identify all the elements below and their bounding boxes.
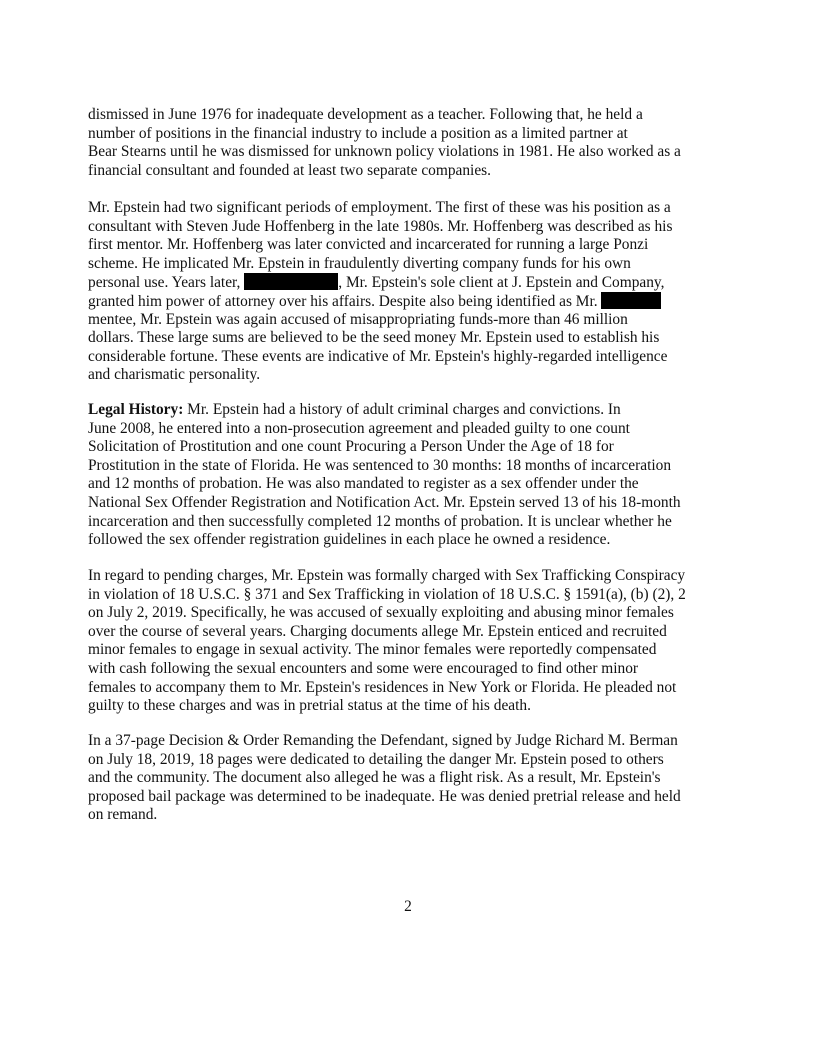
- text-line: number of positions in the financial industry to include a position as a limited partner at: [88, 124, 628, 142]
- text-line-with-redaction: [88, 273, 728, 292]
- text-line: considerable fortune. These events are indicative of Mr. Epstein's highly-regarded intelligence: [88, 347, 668, 365]
- text-line: Mr. Epstein had two significant periods of employment. The first of these was his position as a: [88, 199, 671, 216]
- text-fragment: granted him power of attorney over his affairs. Despite also being identified as Mr.: [88, 292, 602, 310]
- text-line: In regard to pending charges, Mr. Epstein was formally charged with Sex Trafficking Conspiracy: [88, 567, 686, 584]
- text-line: and 12 months of probation. He was also mandated to register as a sex offender under the: [88, 475, 639, 493]
- text-fragment: personal use. Years later,: [88, 274, 245, 292]
- text-line: consultant with Steven Jude Hoffenberg in the late 1980s. Mr. Hoffenberg was described as his: [88, 217, 673, 235]
- text-line: mentee, Mr. Epstein was again accused of misappropriating funds-more than 46 million: [88, 310, 628, 328]
- text-line: Prostitution in the state of Florida. He was sentenced to 30 months: 18 months of incarceration: [88, 456, 672, 474]
- text-line: minor females to engage in sexual activity. The minor females were reportedly compensated: [88, 641, 657, 659]
- section-heading: Legal History:: [88, 401, 184, 418]
- text-line: Bear Stearns until he was dismissed for unknown policy violations in 1981. He also worked as a: [88, 143, 681, 161]
- text-line: In a 37-page Decision & Order Remanding the Defendant, signed by Judge Richard M. Berman: [88, 732, 678, 749]
- text-line: on July 18, 2019, 18 pages were dedicated to detailing the danger Mr. Epstein posed to others: [88, 750, 664, 768]
- text-line: National Sex Offender Registration and Notification Act. Mr. Epstein served 13 of his 18-month: [88, 493, 681, 511]
- text-line: financial consultant and founded at least two separate companies.: [88, 161, 492, 179]
- text-line-with-redaction: [88, 292, 728, 311]
- paragraph-pending-charges: [88, 567, 728, 716]
- text-fragment: Mr. Epstein had a history of adult criminal charges and convictions. In: [183, 401, 621, 418]
- text-line: Solicitation of Prostitution and one count Procuring a Person Under the Age of 18 for: [88, 438, 614, 456]
- paragraph-early-career: [88, 106, 728, 180]
- text-line: on July 2, 2019. Specifically, he was accused of sexually exploiting and abusing minor females: [88, 604, 674, 622]
- text-line: over the course of several years. Charging documents allege Mr. Epstein enticed and recruited: [88, 622, 667, 640]
- paragraph-employment: [88, 199, 728, 385]
- text-line: [88, 401, 728, 420]
- paragraph-remand-order: [88, 732, 728, 825]
- redaction-bar: [244, 273, 338, 290]
- text-line: first mentor. Mr. Hoffenberg was later convicted and incarcerated for running a large Ponzi: [88, 236, 649, 254]
- text-line: guilty to these charges and was in pretrial status at the time of his death.: [88, 697, 531, 715]
- text-line: dollars. These large sums are believed to be the seed money Mr. Epstein used to establish his: [88, 329, 660, 347]
- paragraph-legal-history: [88, 401, 728, 550]
- text-line: proposed bail package was determined to be inadequate. He was denied pretrial release and held: [88, 787, 681, 805]
- text-line: on remand.: [88, 806, 158, 824]
- text-line: in violation of 18 U.S.C. § 371 and Sex Trafficking in violation of 18 U.S.C. § 1591(a), (b) (2), 2: [88, 585, 686, 603]
- text-line: with cash following the sexual encounters and some were encouraged to find other minor: [88, 659, 639, 677]
- text-line: incarceration and then successfully completed 12 months of probation. It is unclear whether he: [88, 512, 672, 530]
- redaction-bar: [601, 292, 661, 309]
- text-fragment: , Mr. Epstein's sole client at J. Epstein and Company,: [338, 274, 665, 292]
- text-line: females to accompany them to Mr. Epstein's residences in New York or Florida. He pleaded not: [88, 678, 677, 696]
- text-line: scheme. He implicated Mr. Epstein in fraudulently diverting company funds for his own: [88, 254, 631, 272]
- text-line: and the community. The document also alleged he was a flight risk. As a result, Mr. Epstein's: [88, 769, 661, 787]
- text-line: June 2008, he entered into a non-prosecution agreement and pleaded guilty to one count: [88, 419, 630, 437]
- text-line: followed the sex offender registration guidelines in each place he owned a residence.: [88, 531, 611, 549]
- text-line: and charismatic personality.: [88, 366, 261, 384]
- text-line: dismissed in June 1976 for inadequate development as a teacher. Following that, he held a: [88, 106, 643, 123]
- page-number: 2: [404, 898, 412, 915]
